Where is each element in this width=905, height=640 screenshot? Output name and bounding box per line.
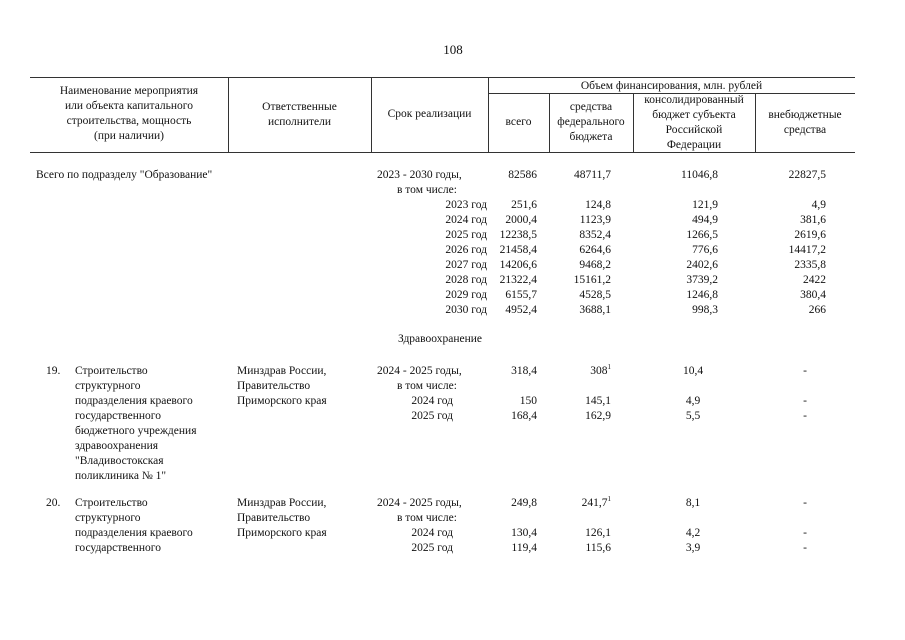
row-19-name: Строительство структурного подразделения краевого государственного бюджетного учреждения здравоохранения "Владивостокская поликлиника № 1" xyxy=(75,365,197,482)
header-funding: Объем финансирования, млн. рублей xyxy=(580,80,763,92)
row-19-extra: - - - xyxy=(803,365,807,422)
summary-total: 82586 251,6 2000,4 12238,5 21458,4 14206,6 21322,4 6155,7 4952,4 xyxy=(499,169,537,316)
row-19-terms: 2024 - 2025 годы, в том числе: 2024 год 2025 год xyxy=(377,365,462,422)
page-number: 108 xyxy=(443,42,463,57)
row-20-total: 249,8 130,4 119,4 xyxy=(511,497,537,554)
header-regional: консолидированный бюджет субъекта Российской Федерации xyxy=(644,94,744,151)
header-term: Срок реализации xyxy=(387,108,472,120)
header-total: всего xyxy=(505,116,532,128)
row-20-terms: 2024 - 2025 годы, в том числе: 2024 год 2025 год xyxy=(377,497,462,554)
row-19-number: 19. xyxy=(46,365,61,377)
row-20-name: Строительство структурного подразделения краевого государственного xyxy=(75,497,193,554)
summary-label: Всего по подразделу "Образование" xyxy=(36,169,213,181)
header-extra: внебюджетные средства xyxy=(768,109,842,136)
header-responsible: Ответственные исполнители xyxy=(262,101,337,128)
row-20-federal: 241,7$^1$ 126,1 115,6 xyxy=(581,495,611,554)
row-19-regional: 10,4 4,9 5,5 xyxy=(682,365,704,422)
summary-terms: 2023 - 2030 годы, в том числе: 2023 год 2024 год 2025 год 2026 год 2027 год 2028 год 2029 год 2030 год xyxy=(377,169,487,316)
header-top-rule xyxy=(30,77,855,78)
row-20-extra: - - - xyxy=(803,497,807,554)
header-name: Наименование мероприятия или объекта капитального строительства, мощность (при наличии) xyxy=(59,85,199,142)
row-19-responsible: Минздрав России, Правительство Приморского края xyxy=(237,365,327,407)
row-20-responsible: Минздрав России, Правительство Приморского края xyxy=(237,497,327,539)
section-title: Здравоохранение xyxy=(397,333,483,345)
summary-regional: 11046,8 121,9 494,9 1266,5 776,6 2402,6 3739,2 1246,8 998,3 xyxy=(681,169,718,316)
row-20-number: 20. xyxy=(46,497,61,509)
summary-extra: 22827,5 4,9 381,6 2619,6 14417,2 2335,8 2422 380,4 266 xyxy=(788,169,826,316)
summary-federal: 48711,7 124,8 1123,9 8352,4 6264,6 9468,2 15161,2 4528,5 3688,1 xyxy=(573,169,611,316)
header-federal: средства федерального бюджета xyxy=(557,101,625,143)
row-19-total: 318,4 150 168,4 xyxy=(511,365,537,422)
row-20-regional: 8,1 4,2 3,9 xyxy=(685,497,701,554)
row-19-federal: $308^1$ 145,1 162,9 xyxy=(585,363,611,422)
